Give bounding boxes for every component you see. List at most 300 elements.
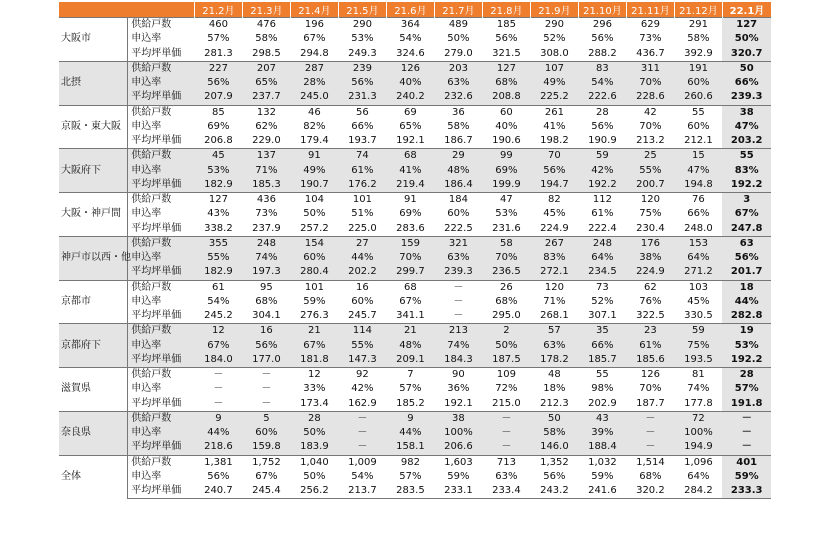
value-cell: 187.7 — [636, 397, 665, 409]
table-row — [59, 309, 771, 324]
value-cell: 74 — [338, 149, 386, 164]
value-cell: 176.2 — [338, 178, 386, 193]
table-row — [59, 134, 771, 149]
value-cell: 239 — [338, 61, 386, 76]
value-cell: 68 — [386, 149, 434, 164]
value-cell: 50% — [303, 470, 326, 482]
value-cell: 27 — [338, 236, 386, 251]
value-cell: 629 — [626, 18, 674, 33]
metric-label: 申込率 — [131, 120, 162, 132]
value-cell: 231.6 — [492, 222, 521, 234]
value-cell: 245.4 — [242, 484, 290, 499]
value-cell: 60% — [674, 76, 722, 90]
value-cell: 179.4 — [300, 135, 329, 147]
value-cell: － — [261, 397, 272, 409]
value-cell: 56% — [495, 33, 518, 45]
region-name: 京阪・東大阪 — [59, 105, 128, 149]
value-cell: 184.0 — [194, 353, 242, 368]
value-cell: 9 — [194, 411, 242, 426]
value-cell: 43 — [578, 411, 626, 426]
value-cell: 38% — [626, 251, 674, 265]
value-cell: 83% — [530, 251, 578, 265]
value-cell: 191 — [674, 61, 722, 76]
value-cell: 176 — [626, 236, 674, 251]
value-cell: 40% — [386, 76, 434, 90]
table-row — [59, 440, 771, 455]
value-cell: 55 — [578, 368, 626, 383]
value-cell: 74% — [434, 339, 482, 353]
table-row — [59, 455, 771, 470]
value-cell: 236.5 — [482, 265, 530, 280]
table-row — [59, 251, 771, 265]
value-cell: 146.0 — [530, 440, 578, 455]
table-row — [59, 222, 771, 237]
value-cell: 199.9 — [482, 178, 530, 193]
value-cell: 69 — [386, 105, 434, 120]
value-cell: 222.4 — [588, 222, 617, 234]
value-cell: 38 — [722, 105, 771, 120]
value-cell: 63% — [434, 76, 482, 90]
value-cell: 42% — [578, 164, 626, 178]
value-cell: － — [213, 397, 224, 409]
month-header: 21.4月 — [290, 2, 338, 18]
value-cell: 48% — [386, 339, 434, 353]
value-cell: － — [722, 411, 771, 426]
value-cell: 16 — [338, 280, 386, 295]
value-cell: 59% — [722, 470, 771, 484]
value-cell: 184 — [434, 193, 482, 208]
value-cell: － — [482, 426, 530, 440]
value-cell: 74% — [242, 251, 290, 265]
metric-label: 申込率 — [128, 426, 195, 440]
value-cell: － — [722, 440, 771, 455]
value-cell: 247.8 — [722, 222, 771, 237]
value-cell: 154 — [290, 236, 338, 251]
table-body — [59, 18, 771, 499]
value-cell: 173.4 — [300, 397, 329, 409]
metric-label: 申込率 — [128, 164, 195, 178]
value-cell: 296 — [578, 18, 626, 33]
value-cell: 76% — [639, 295, 662, 307]
value-cell: 147.3 — [338, 353, 386, 368]
table-row — [59, 382, 771, 396]
region-name: 北摂 — [59, 61, 128, 105]
value-cell: 64% — [674, 251, 722, 265]
value-cell: 48% — [434, 164, 482, 178]
value-cell: 186.7 — [444, 135, 473, 147]
value-cell: 81 — [674, 368, 722, 383]
value-cell: 436.7 — [636, 47, 665, 59]
value-cell: 29 — [434, 149, 482, 164]
value-cell: 101 — [290, 280, 338, 295]
metric-label: 平均坪単価 — [128, 440, 195, 455]
value-cell: 126 — [386, 61, 434, 76]
value-cell: 248 — [242, 236, 290, 251]
table-row — [59, 105, 771, 120]
value-cell: 320.2 — [626, 484, 674, 499]
value-cell: 222.5 — [444, 222, 473, 234]
value-cell: 68% — [639, 470, 662, 482]
metric-label: 供給戸数 — [128, 105, 195, 120]
value-cell: 61% — [626, 339, 674, 353]
value-cell: 153 — [674, 236, 722, 251]
value-cell: － — [453, 310, 464, 322]
value-cell: 60% — [351, 295, 374, 307]
value-cell: 36 — [434, 105, 482, 120]
value-cell: 190.9 — [588, 135, 617, 147]
value-cell: 187.5 — [482, 353, 530, 368]
value-cell: 194.8 — [674, 178, 722, 193]
value-cell: 41% — [386, 164, 434, 178]
value-cell: 19 — [722, 324, 771, 339]
value-cell: 47% — [674, 164, 722, 178]
value-cell: 290 — [338, 18, 386, 33]
value-cell: 63% — [495, 470, 518, 482]
value-cell: － — [626, 426, 674, 440]
value-cell: 287 — [290, 61, 338, 76]
table-row — [59, 32, 771, 46]
value-cell: 713 — [482, 455, 530, 470]
value-cell: 127 — [722, 18, 771, 33]
value-cell: 193.7 — [348, 135, 377, 147]
month-header: 21.11月 — [626, 2, 674, 18]
value-cell: 232.6 — [434, 90, 482, 105]
value-cell: 240.7 — [194, 484, 242, 499]
value-cell: 57% — [399, 470, 422, 482]
value-cell: 25 — [626, 149, 674, 164]
value-cell: 307.1 — [588, 310, 617, 322]
value-cell: 57% — [722, 382, 771, 396]
value-cell: 233.3 — [722, 484, 771, 499]
value-cell: 104 — [290, 193, 338, 208]
value-cell: 321 — [434, 236, 482, 251]
value-cell: 1,096 — [674, 455, 722, 470]
value-cell: 56% — [722, 251, 771, 265]
value-cell: 95 — [242, 280, 290, 295]
value-cell: 197.3 — [242, 265, 290, 280]
value-cell: 192.2 — [722, 178, 771, 193]
table-row — [59, 280, 771, 295]
value-cell: 53% — [495, 208, 518, 220]
value-cell: 63% — [530, 339, 578, 353]
table-row — [59, 207, 771, 221]
value-cell: 355 — [194, 236, 242, 251]
value-cell: 159.8 — [242, 440, 290, 455]
value-cell: 50% — [290, 426, 338, 440]
value-cell: 73% — [639, 33, 662, 45]
region-name: 奈良県 — [59, 411, 128, 455]
value-cell: 12 — [194, 324, 242, 339]
value-cell: 75% — [674, 339, 722, 353]
value-cell: 40% — [495, 120, 518, 132]
value-cell: 198.2 — [540, 135, 569, 147]
value-cell: 56% — [194, 76, 242, 90]
value-cell: 59 — [578, 149, 626, 164]
value-cell: 225.2 — [530, 90, 578, 105]
value-cell: 47 — [482, 193, 530, 208]
value-cell: 219.4 — [386, 178, 434, 193]
value-cell: 67% — [722, 207, 771, 221]
value-cell: － — [338, 440, 386, 455]
value-cell: 476 — [242, 18, 290, 33]
value-cell: 50% — [303, 208, 326, 220]
value-cell: 68% — [255, 295, 278, 307]
metric-label: 平均坪単価 — [128, 265, 195, 280]
value-cell: 276.3 — [300, 310, 329, 322]
table-row — [59, 18, 771, 33]
metric-label: 供給戸数 — [128, 236, 195, 251]
condo-supply-table — [59, 2, 771, 499]
value-cell: 1,752 — [242, 455, 290, 470]
value-cell: 200.7 — [626, 178, 674, 193]
value-cell: 280.4 — [290, 265, 338, 280]
value-cell: 185.7 — [578, 353, 626, 368]
value-cell: 100% — [674, 426, 722, 440]
value-cell: 5 — [242, 411, 290, 426]
value-cell: 45% — [543, 208, 566, 220]
value-cell: 50 — [530, 411, 578, 426]
value-cell: 364 — [386, 18, 434, 33]
value-cell: 229.0 — [252, 135, 281, 147]
value-cell: － — [722, 426, 771, 440]
value-cell: 7 — [386, 368, 434, 383]
value-cell: 82 — [530, 193, 578, 208]
metric-label: 平均坪単価 — [131, 397, 182, 409]
value-cell: 45 — [194, 149, 242, 164]
metric-label: 申込率 — [131, 295, 162, 307]
value-cell: 460 — [194, 18, 242, 33]
value-cell: 207.9 — [194, 90, 242, 105]
value-cell: 194.7 — [530, 178, 578, 193]
value-cell: 75% — [639, 208, 662, 220]
value-cell: 213 — [434, 324, 482, 339]
value-cell: － — [194, 368, 242, 383]
value-cell: 190.6 — [492, 135, 521, 147]
value-cell: 109 — [482, 368, 530, 383]
value-cell: 436 — [242, 193, 290, 208]
value-cell: 67% — [290, 339, 338, 353]
value-cell: 233.1 — [434, 484, 482, 499]
value-cell: 53% — [194, 164, 242, 178]
value-cell: 212.3 — [540, 397, 569, 409]
value-cell: 56% — [242, 339, 290, 353]
value-cell: 74% — [687, 383, 710, 395]
value-cell: － — [482, 440, 530, 455]
value-cell: － — [338, 426, 386, 440]
value-cell: 202.9 — [588, 397, 617, 409]
value-cell: 230.4 — [636, 222, 665, 234]
value-cell: 99 — [482, 149, 530, 164]
metric-label: 供給戸数 — [128, 368, 195, 383]
value-cell: 60 — [482, 105, 530, 120]
value-cell: 233.4 — [482, 484, 530, 499]
value-cell: 245.7 — [348, 310, 377, 322]
value-cell: 48 — [530, 368, 578, 383]
value-cell: 98% — [591, 383, 614, 395]
value-cell: 70 — [530, 149, 578, 164]
metric-label: 供給戸数 — [128, 61, 195, 76]
value-cell: 295.0 — [492, 310, 521, 322]
table-row — [59, 236, 771, 251]
value-cell: 73% — [255, 208, 278, 220]
value-cell: 44% — [338, 251, 386, 265]
value-cell: 35 — [578, 324, 626, 339]
value-cell: 1,040 — [290, 455, 338, 470]
value-cell: 64% — [578, 251, 626, 265]
table-row — [59, 295, 771, 309]
value-cell: 182.9 — [194, 265, 242, 280]
value-cell: 60% — [687, 120, 710, 132]
value-cell: 59% — [303, 295, 326, 307]
value-cell: 65% — [399, 120, 422, 132]
value-cell: 47% — [722, 120, 771, 134]
value-cell: 68 — [386, 280, 434, 295]
value-cell: 256.2 — [290, 484, 338, 499]
value-cell: 68% — [495, 295, 518, 307]
value-cell: 308.0 — [540, 47, 569, 59]
value-cell: 127 — [482, 61, 530, 76]
value-cell: 91 — [386, 193, 434, 208]
month-header: 21.3月 — [242, 2, 290, 18]
value-cell: 304.1 — [252, 310, 281, 322]
value-cell: 56 — [338, 105, 386, 120]
value-cell: 177.0 — [242, 353, 290, 368]
value-cell: 23 — [626, 324, 674, 339]
value-cell: 56% — [591, 120, 614, 132]
value-cell: 137 — [242, 149, 290, 164]
value-cell: 56% — [591, 33, 614, 45]
value-cell: 67% — [303, 33, 326, 45]
value-cell: 192.1 — [444, 397, 473, 409]
value-cell: 103 — [674, 280, 722, 295]
value-cell: 183.9 — [290, 440, 338, 455]
value-cell: 190.7 — [290, 178, 338, 193]
table-row — [59, 339, 771, 353]
value-cell: 271.2 — [674, 265, 722, 280]
table-row — [59, 76, 771, 90]
value-cell: 184.3 — [434, 353, 482, 368]
metric-label: 供給戸数 — [128, 324, 195, 339]
value-cell: 61% — [338, 164, 386, 178]
table-row — [59, 61, 771, 76]
value-cell: 71% — [242, 164, 290, 178]
header-blank-area — [59, 2, 128, 18]
value-cell: 54% — [399, 33, 422, 45]
value-cell: 44% — [194, 426, 242, 440]
value-cell: 185.2 — [396, 397, 425, 409]
region-name: 神戸市以西・他 — [59, 236, 128, 280]
value-cell: 62 — [626, 280, 674, 295]
value-cell: 100% — [434, 426, 482, 440]
value-cell: 209.1 — [386, 353, 434, 368]
value-cell: － — [626, 440, 674, 455]
value-cell: － — [242, 368, 290, 383]
value-cell: 237.9 — [252, 222, 281, 234]
value-cell: 42 — [626, 105, 674, 120]
value-cell: 60% — [447, 208, 470, 220]
value-cell: 65% — [242, 76, 290, 90]
value-cell: 91 — [290, 149, 338, 164]
value-cell: 61 — [194, 280, 242, 295]
value-cell: 66% — [578, 339, 626, 353]
value-cell: 46 — [290, 105, 338, 120]
table-row — [59, 470, 771, 484]
table-row — [59, 178, 771, 193]
month-header: 21.6月 — [386, 2, 434, 18]
value-cell: 272.1 — [530, 265, 578, 280]
value-cell: 45% — [687, 295, 710, 307]
region-name: 大阪府下 — [59, 149, 128, 193]
value-cell: 290 — [530, 18, 578, 33]
value-cell: 58% — [255, 33, 278, 45]
value-cell: 279.0 — [444, 47, 473, 59]
value-cell: 239.3 — [434, 265, 482, 280]
value-cell: 392.9 — [684, 47, 713, 59]
value-cell: 224.9 — [540, 222, 569, 234]
value-cell: 21 — [290, 324, 338, 339]
value-cell: 55% — [194, 251, 242, 265]
metric-label: 平均坪単価 — [131, 310, 182, 322]
metric-label: 平均坪単価 — [131, 222, 182, 234]
value-cell: 64% — [687, 470, 710, 482]
value-cell: 203 — [434, 61, 482, 76]
value-cell: 50% — [722, 32, 771, 46]
table-row — [59, 120, 771, 134]
value-cell: 101 — [338, 193, 386, 208]
value-cell: 49% — [530, 76, 578, 90]
value-cell: 341.1 — [396, 310, 425, 322]
value-cell: 322.5 — [636, 310, 665, 322]
metric-label: 平均坪単価 — [128, 484, 195, 499]
value-cell: 192.2 — [578, 178, 626, 193]
metric-label: 平均坪単価 — [131, 47, 182, 59]
value-cell: 330.5 — [684, 310, 713, 322]
value-cell: 18 — [722, 280, 771, 295]
table-row — [59, 411, 771, 426]
value-cell: 21 — [386, 324, 434, 339]
value-cell: 72% — [495, 383, 518, 395]
value-cell: 90 — [434, 368, 482, 383]
value-cell: 58% — [447, 120, 470, 132]
value-cell: 57 — [530, 324, 578, 339]
value-cell: 49% — [290, 164, 338, 178]
month-header: 21.8月 — [482, 2, 530, 18]
value-cell: 212.1 — [684, 135, 713, 147]
value-cell: 158.1 — [386, 440, 434, 455]
metric-label: 供給戸数 — [128, 193, 195, 208]
value-cell: 196 — [290, 18, 338, 33]
value-cell: 215.0 — [492, 397, 521, 409]
value-cell: 70% — [639, 383, 662, 395]
value-cell: 185.6 — [626, 353, 674, 368]
month-header: 21.12月 — [674, 2, 722, 18]
supply-table-container — [59, 2, 771, 499]
value-cell: 2 — [482, 324, 530, 339]
value-cell: 127 — [194, 193, 242, 208]
value-cell: 9 — [386, 411, 434, 426]
value-cell: 56% — [338, 76, 386, 90]
value-cell: 50% — [447, 33, 470, 45]
value-cell: 59% — [447, 470, 470, 482]
value-cell: 281.3 — [204, 47, 233, 59]
value-cell: 320.7 — [722, 47, 771, 62]
value-cell: 26 — [482, 280, 530, 295]
value-cell: 1,381 — [194, 455, 242, 470]
value-cell: － — [626, 411, 674, 426]
table-row — [59, 353, 771, 368]
value-cell: 55 — [722, 149, 771, 164]
table-row — [59, 484, 771, 499]
